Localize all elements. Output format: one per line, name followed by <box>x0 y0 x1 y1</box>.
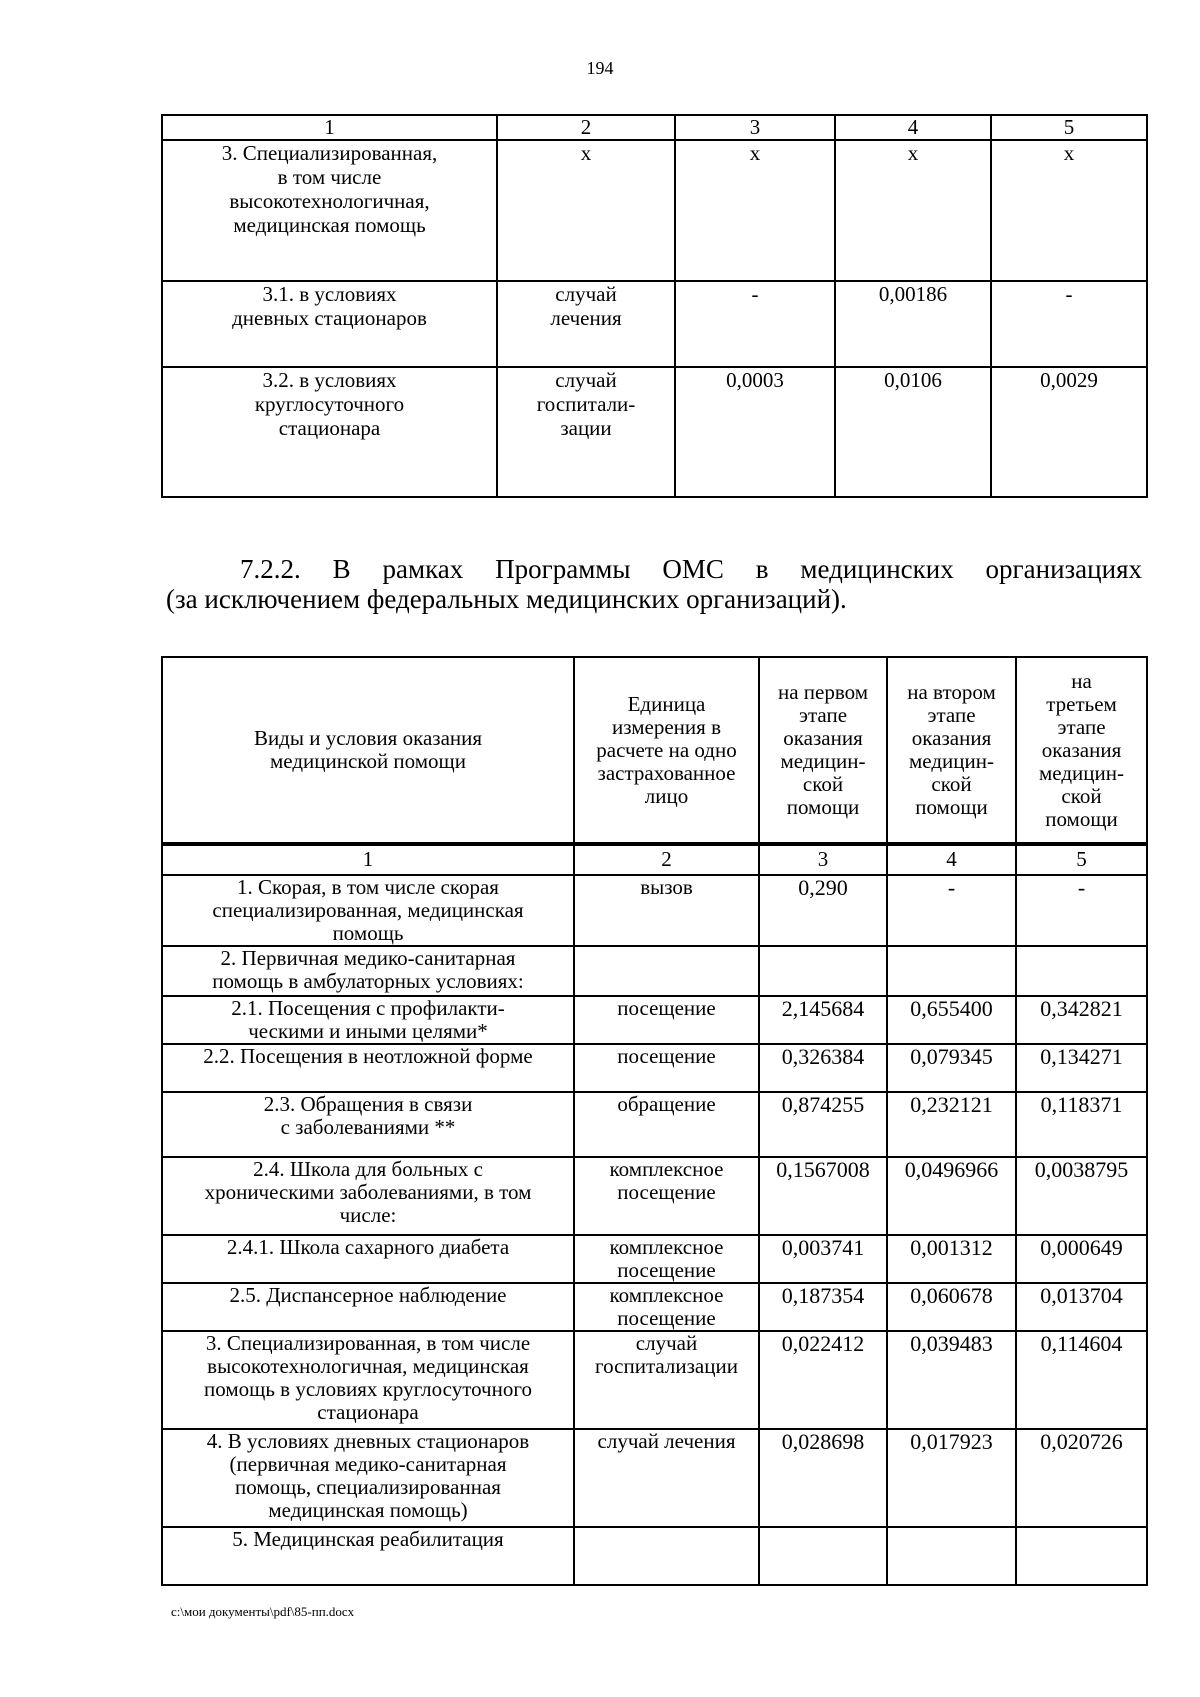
unit-cell: случай госпитализации <box>574 1331 759 1429</box>
value-cell: 0,1567008 <box>759 1157 887 1235</box>
care-type-cell: 3.1. в условиях дневных стационаров <box>162 281 497 367</box>
column-number: 4 <box>887 844 1016 875</box>
value-cell <box>887 1527 1016 1585</box>
care-type-cell: 2.4.1. Школа сахарного диабета <box>162 1235 574 1283</box>
unit-cell: случай лечения <box>497 281 675 367</box>
column-number: 5 <box>991 115 1147 140</box>
column-number-row <box>162 115 1147 140</box>
value-cell <box>887 946 1016 996</box>
table-top-continuation <box>161 114 1148 498</box>
care-type-cell: 4. В условиях дневных стационаров (первичная медико-санитарная помощь, специализированная медицинская помощь) <box>162 1429 574 1527</box>
footer-file-path: c:\мои документы\pdf\85-пп.docx <box>171 1604 355 1619</box>
value-cell: 0,0003 <box>675 367 835 497</box>
value-cell: 0,118371 <box>1016 1092 1147 1157</box>
column-number: 1 <box>162 844 574 875</box>
unit-cell: случай лечения <box>574 1429 759 1527</box>
unit-cell <box>574 946 759 996</box>
care-type-cell: 2.2. Посещения в неотложной форме <box>162 1044 574 1092</box>
value-cell: 0,0038795 <box>1016 1157 1147 1235</box>
value-cell: 0,013704 <box>1016 1283 1147 1331</box>
value-cell: 0,874255 <box>759 1092 887 1157</box>
value-cell: 0,017923 <box>887 1429 1016 1527</box>
column-number: 2 <box>574 844 759 875</box>
table-row <box>162 875 1147 946</box>
unit-cell: комплексное посещение <box>574 1283 759 1331</box>
care-type-cell: 2. Первичная медико-санитарная помощь в амбулаторных условиях: <box>162 946 574 996</box>
value-cell: 0,022412 <box>759 1331 887 1429</box>
unit-cell: комплексное посещение <box>574 1235 759 1283</box>
unit-cell: посещение <box>574 1044 759 1092</box>
care-type-cell: 2.3. Обращения в связи с заболеваниями ** <box>162 1092 574 1157</box>
table-row <box>162 1235 1147 1283</box>
header-stage-1: на первом этапе оказания медицин- ской помощи <box>759 657 887 844</box>
value-cell: 0,039483 <box>887 1331 1016 1429</box>
unit-cell: посещение <box>574 996 759 1044</box>
unit-cell: х <box>497 140 675 281</box>
value-cell: 0,232121 <box>887 1092 1016 1157</box>
table-row <box>162 140 1147 281</box>
header-stage-2: на втором этапе оказания медицин- ской помощи <box>887 657 1016 844</box>
table-row <box>162 1429 1147 1527</box>
unit-cell: случай госпитали- зации <box>497 367 675 497</box>
paragraph-line: 7.2.2. В рамках Программы ОМС в медицинских организациях <box>240 554 1142 584</box>
table-row <box>162 1283 1147 1331</box>
header-row <box>162 657 1147 844</box>
value-cell <box>1016 946 1147 996</box>
value-cell: 0,187354 <box>759 1283 887 1331</box>
value-cell: 0,114604 <box>1016 1331 1147 1429</box>
value-cell: 0,000649 <box>1016 1235 1147 1283</box>
care-type-cell: 2.5. Диспансерное наблюдение <box>162 1283 574 1331</box>
care-type-cell: 2.4. Школа для больных с хроническими заболеваниями, в том числе: <box>162 1157 574 1235</box>
care-type-cell: 3. Специализированная, в том числе высокотехнологичная, медицинская помощь в условиях круглосуточного стационара <box>162 1331 574 1429</box>
value-cell: 0,060678 <box>887 1283 1016 1331</box>
value-cell: 0,342821 <box>1016 996 1147 1044</box>
value-cell: 0,0106 <box>835 367 991 497</box>
unit-cell: комплексное посещение <box>574 1157 759 1235</box>
value-cell: 0,020726 <box>1016 1429 1147 1527</box>
column-number: 3 <box>759 844 887 875</box>
table-oms-norms <box>161 656 1148 1586</box>
value-cell <box>759 946 887 996</box>
unit-cell <box>574 1527 759 1585</box>
table-row <box>162 946 1147 996</box>
value-cell: 0,0029 <box>991 367 1147 497</box>
value-cell: 0,079345 <box>887 1044 1016 1092</box>
column-number-row <box>162 844 1147 875</box>
table-row <box>162 996 1147 1044</box>
paragraph-line: (за исключением федеральных медицинских организаций). <box>166 584 847 614</box>
care-type-cell: 1. Скорая, в том числе скорая специализированная, медицинская помощь <box>162 875 574 946</box>
value-cell <box>1016 1527 1147 1585</box>
value-cell: 0,655400 <box>887 996 1016 1044</box>
value-cell <box>759 1527 887 1585</box>
column-number: 1 <box>162 115 497 140</box>
value-cell: х <box>835 140 991 281</box>
value-cell: х <box>991 140 1147 281</box>
table-row <box>162 1331 1147 1429</box>
unit-cell: обращение <box>574 1092 759 1157</box>
section-paragraph <box>166 554 1142 614</box>
table-body <box>162 875 1147 1585</box>
care-type-cell: 3. Специализированная, в том числе высокотехнологичная, медицинская помощь <box>162 140 497 281</box>
care-type-cell: 3.2. в условиях круглосуточного стационара <box>162 367 497 497</box>
value-cell: 0,001312 <box>887 1235 1016 1283</box>
table-row <box>162 1092 1147 1157</box>
table-row <box>162 1044 1147 1092</box>
value-cell: 0,003741 <box>759 1235 887 1283</box>
table-row <box>162 1527 1147 1585</box>
table-row <box>162 1157 1147 1235</box>
value-cell: - <box>991 281 1147 367</box>
value-cell: - <box>887 875 1016 946</box>
page-number: 194 <box>586 58 614 78</box>
column-number: 4 <box>835 115 991 140</box>
value-cell: 0,0496966 <box>887 1157 1016 1235</box>
column-number: 2 <box>497 115 675 140</box>
column-number: 3 <box>675 115 835 140</box>
header-unit: Единица измерения в расчете на одно застрахованное лицо <box>574 657 759 844</box>
value-cell: 0,326384 <box>759 1044 887 1092</box>
table-row <box>162 281 1147 367</box>
value-cell: - <box>675 281 835 367</box>
value-cell: х <box>675 140 835 281</box>
value-cell: 0,134271 <box>1016 1044 1147 1092</box>
care-type-cell: 2.1. Посещения с профилакти- ческими и иными целями* <box>162 996 574 1044</box>
value-cell: 0,290 <box>759 875 887 946</box>
header-stage-3: на третьем этапе оказания медицин- ской помощи <box>1016 657 1147 844</box>
column-number: 5 <box>1016 844 1147 875</box>
value-cell: - <box>1016 875 1147 946</box>
table-row <box>162 367 1147 497</box>
value-cell: 0,00186 <box>835 281 991 367</box>
header-care-type: Виды и условия оказания медицинской помощи <box>162 657 574 844</box>
value-cell: 2,145684 <box>759 996 887 1044</box>
care-type-cell: 5. Медицинская реабилитация <box>162 1527 574 1585</box>
unit-cell: вызов <box>574 875 759 946</box>
value-cell: 0,028698 <box>759 1429 887 1527</box>
